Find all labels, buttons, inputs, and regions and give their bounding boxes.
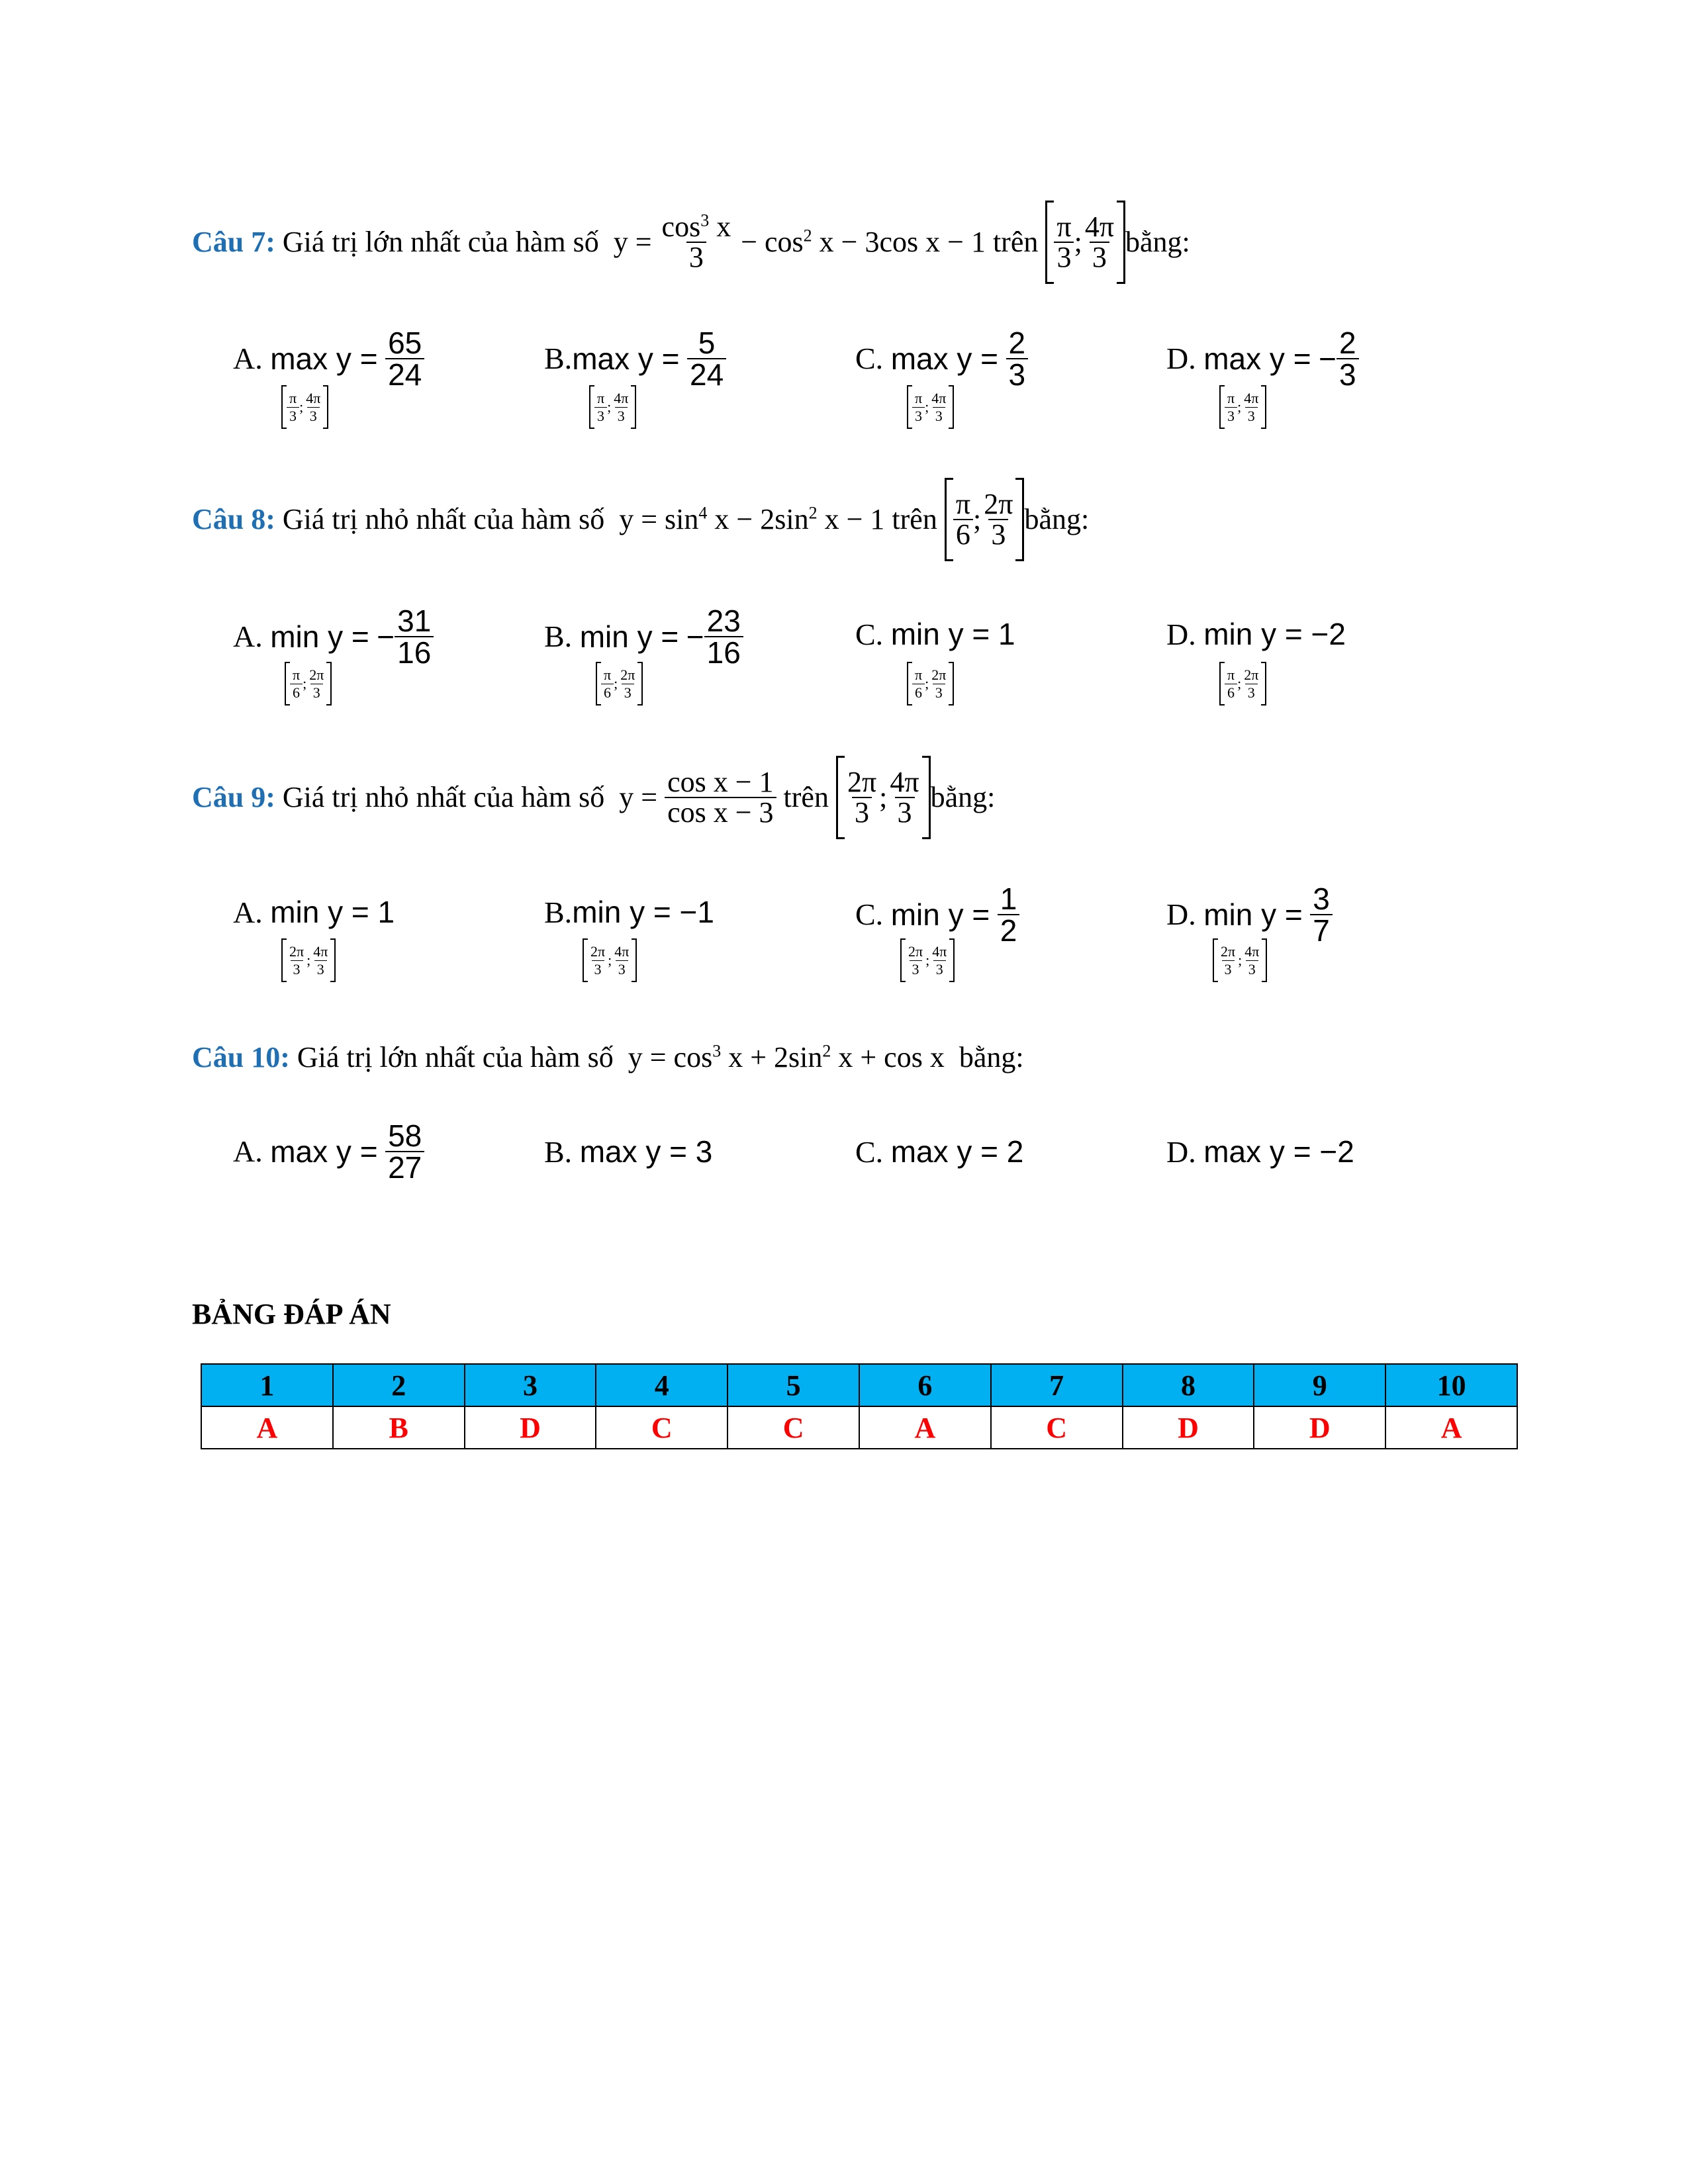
option-8d-interval: $\frac{\pi}{6}$ ; $\frac{2\pi}{3}$ (1219, 662, 1266, 705)
question-number-cell: 2 (333, 1364, 465, 1406)
option-8d[interactable]: D. min y = −2 (1166, 617, 1346, 651)
answer-table-header-row (201, 1364, 1517, 1406)
option-8a-interval: $\frac{\pi}{6}$ ; $\frac{2\pi}{3}$ (285, 662, 332, 705)
formula-tail: − $\cos^2 x - 3\cos$ x − 1 (741, 226, 986, 258)
option-7a-interval: $\frac{\pi}{3}$ ; $\frac{4\pi}{3}$ (281, 385, 328, 429)
question-text: Giá trị nhỏ nhất của hàm số (282, 781, 605, 813)
question-10 (192, 1038, 1024, 1077)
on-word: trên (783, 781, 829, 813)
question-label: Câu 9: (192, 781, 275, 813)
option-8c[interactable]: C. min y = 1 (855, 617, 1015, 651)
question-number-cell: 7 (991, 1364, 1123, 1406)
option-10a[interactable]: A. max y = $\frac{58}{27}$ (233, 1118, 424, 1185)
option-9c[interactable]: C. min y = $\frac{1}{2}$ (855, 882, 1019, 948)
question-text: Giá trị lớn nhất của hàm số (282, 226, 599, 258)
question-number-cell: 4 (596, 1364, 727, 1406)
option-8b[interactable]: B. min y = − $\frac{23}{16}$ (544, 604, 743, 670)
end-word: bằng: (1024, 503, 1090, 535)
question-number-cell: 1 (201, 1364, 333, 1406)
option-7a[interactable]: A. max y = $\frac{65}{24}$ (233, 326, 424, 392)
question-number-cell: 6 (859, 1364, 991, 1406)
formula-y: y = (613, 226, 652, 258)
question-number-cell: 3 (465, 1364, 596, 1406)
question-number-cell: 5 (727, 1364, 859, 1406)
option-7b[interactable]: B. max y = $\frac{5}{24}$ (544, 326, 726, 392)
answer-cell: A (1385, 1406, 1517, 1449)
answer-cell: C (596, 1406, 727, 1449)
interval: $\frac{\pi}{6}$ ; $\frac{2\pi}{3}$ (945, 478, 1025, 561)
answer-table-answer-row (201, 1406, 1517, 1449)
formula-y: y = (619, 781, 658, 813)
interval: $\frac{\pi}{3}$ ; $\frac{4\pi}{3}$ (1045, 201, 1125, 284)
end-word: bằng: (930, 781, 996, 813)
question-label: Câu 10: (192, 1041, 290, 1073)
formula: $y = \sin^4 x - 2\sin^2$ x − 1 (619, 503, 885, 535)
option-9d-interval: $\frac{2\pi}{3}$ ; $\frac{4\pi}{3}$ (1213, 938, 1267, 982)
answer-table (201, 1363, 1518, 1449)
answer-cell: A (201, 1406, 333, 1449)
question-text: Giá trị nhỏ nhất của hàm số (282, 503, 605, 535)
question-text: Giá trị lớn nhất của hàm số (297, 1041, 614, 1073)
question-number-cell: 10 (1385, 1364, 1517, 1406)
option-7b-interval: $\frac{\pi}{3}$ ; $\frac{4\pi}{3}$ (589, 385, 636, 429)
answer-cell: C (991, 1406, 1123, 1449)
option-10b[interactable]: B. max y = 3 (544, 1134, 713, 1169)
option-7c-interval: $\frac{\pi}{3}$ ; $\frac{4\pi}{3}$ (907, 385, 954, 429)
answer-key-heading: BẢNG ĐÁP ÁN (192, 1298, 391, 1330)
question-label: Câu 8: (192, 503, 275, 535)
option-10d[interactable]: D. max y = −2 (1166, 1134, 1354, 1169)
answer-cell: D (1123, 1406, 1254, 1449)
answer-cell: B (333, 1406, 465, 1449)
option-8c-interval: $\frac{\pi}{6}$ ; $\frac{2\pi}{3}$ (907, 662, 954, 705)
answer-cell: A (859, 1406, 991, 1449)
formula: $y = \cos^3 x + 2\sin^2$ x + cos x (628, 1041, 945, 1073)
option-8b-interval: $\frac{\pi}{6}$ ; $\frac{2\pi}{3}$ (596, 662, 643, 705)
question-number-cell: 8 (1123, 1364, 1254, 1406)
option-9d[interactable]: D. min y = $\frac{3}{7}$ (1166, 882, 1333, 948)
question-7 (192, 196, 1190, 289)
option-10c[interactable]: C. max y = 2 (855, 1134, 1024, 1169)
option-9a-interval: $\frac{2\pi}{3}$ ; $\frac{4\pi}{3}$ (281, 938, 336, 982)
answer-cell: C (727, 1406, 859, 1449)
on-word: trên (992, 226, 1039, 258)
interval: $\frac{2\pi}{3}$ ; $\frac{4\pi}{3}$ (836, 756, 931, 839)
question-8 (192, 473, 1089, 566)
formula-fraction: $\frac{\text{cos x − 1}}{\text{cos x − 3}}$ (665, 768, 776, 827)
on-word: trên (892, 503, 937, 535)
formula-fraction: $\frac{\cos^3 x}{3}$ (661, 210, 731, 273)
answer-cell: D (1254, 1406, 1385, 1449)
end-word: bằng: (959, 1041, 1024, 1073)
answer-cell: D (465, 1406, 596, 1449)
option-8a[interactable]: A. min y = − $\frac{31}{16}$ (233, 604, 434, 670)
option-7d[interactable]: D. max y = − $\frac{2}{3}$ (1166, 326, 1359, 392)
question-number-cell: 9 (1254, 1364, 1385, 1406)
option-7c[interactable]: C. max y = $\frac{2}{3}$ (855, 326, 1028, 392)
end-word: bằng: (1125, 226, 1190, 258)
option-9b[interactable]: B.min y = −1 (544, 895, 714, 929)
question-label: Câu 7: (192, 226, 275, 258)
question-9 (192, 751, 995, 844)
option-7d-interval: $\frac{\pi}{3}$ ; $\frac{4\pi}{3}$ (1219, 385, 1266, 429)
option-9c-interval: $\frac{2\pi}{3}$ ; $\frac{4\pi}{3}$ (900, 938, 955, 982)
option-9a[interactable]: A. min y = 1 (233, 895, 395, 929)
option-9b-interval: $\frac{2\pi}{3}$ ; $\frac{4\pi}{3}$ (583, 938, 637, 982)
